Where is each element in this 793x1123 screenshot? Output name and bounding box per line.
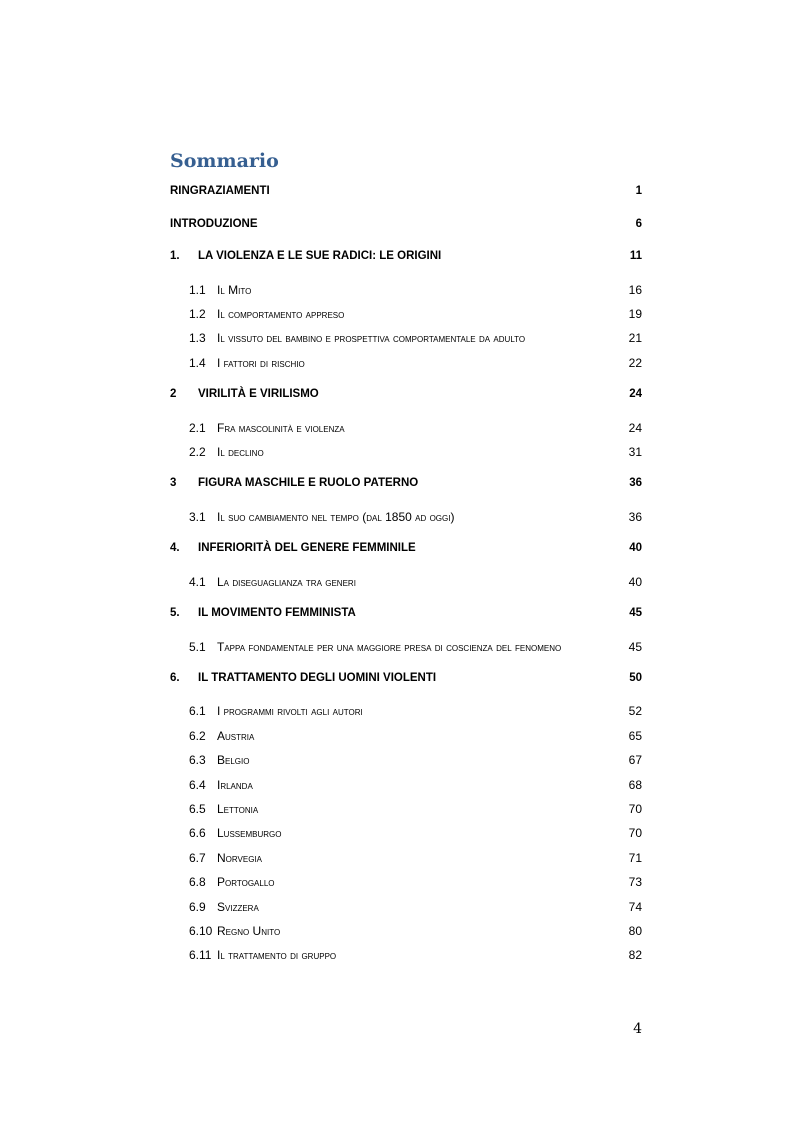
toc-entry-title: Belgio bbox=[217, 753, 250, 767]
toc-entry-page: 52 bbox=[628, 704, 642, 718]
toc-entry-page: 67 bbox=[628, 753, 642, 767]
toc-chapter-row[interactable] bbox=[170, 388, 642, 400]
toc-entry-number: 6.1 bbox=[189, 704, 206, 718]
toc-entry-page: 68 bbox=[628, 778, 642, 792]
toc-entry-page: 40 bbox=[628, 575, 642, 589]
toc-entry-page: 70 bbox=[628, 802, 642, 816]
toc-section-row[interactable] bbox=[170, 283, 642, 297]
toc-chapter-row[interactable] bbox=[170, 250, 642, 262]
toc-section-row[interactable] bbox=[170, 900, 642, 914]
toc-entry-number: 6.11 bbox=[189, 948, 212, 962]
toc-entry-number: 5.1 bbox=[189, 640, 206, 654]
toc-section-row[interactable] bbox=[170, 510, 642, 524]
toc-entry-title: Portogallo bbox=[217, 875, 275, 889]
toc-entry-number: 5. bbox=[170, 607, 180, 619]
toc-entry-number: 6.3 bbox=[189, 753, 206, 767]
toc-section-row[interactable] bbox=[170, 307, 642, 321]
toc-entry-title: Lussemburgo bbox=[217, 826, 282, 840]
toc-entry-title: Irlanda bbox=[217, 778, 253, 792]
toc-section-row[interactable] bbox=[170, 778, 642, 792]
toc-entry-number: 4. bbox=[170, 542, 180, 554]
toc-entry-page: 74 bbox=[628, 900, 642, 914]
toc-entry-title: IL MOVIMENTO FEMMINISTA bbox=[198, 607, 356, 619]
toc-chapter-row[interactable] bbox=[170, 185, 642, 197]
table-of-contents bbox=[170, 0, 642, 1123]
toc-entry-title: Austria bbox=[217, 729, 255, 743]
toc-entry-number: 6.7 bbox=[189, 851, 206, 865]
toc-entry-page: 1 bbox=[635, 185, 642, 197]
toc-entry-title: Tappa fondamentale per una maggiore presa di coscienza del fenomeno bbox=[217, 640, 562, 654]
toc-entry-title: INFERIORITÀ DEL GENERE FEMMINILE bbox=[198, 542, 416, 554]
toc-entry-number: 3 bbox=[170, 477, 177, 489]
toc-entry-page: 73 bbox=[628, 875, 642, 889]
toc-entry-number: 3.1 bbox=[189, 510, 206, 524]
toc-chapter-row[interactable] bbox=[170, 218, 642, 230]
toc-entry-page: 19 bbox=[628, 307, 642, 321]
toc-entry-page: 82 bbox=[628, 948, 642, 962]
toc-section-row[interactable] bbox=[170, 851, 642, 865]
toc-section-row[interactable] bbox=[170, 875, 642, 889]
toc-entry-title: Regno Unito bbox=[217, 924, 281, 938]
toc-entry-number: 1.3 bbox=[189, 331, 206, 345]
page-title: Sommario bbox=[170, 150, 279, 172]
toc-section-row[interactable] bbox=[170, 445, 642, 459]
toc-section-row[interactable] bbox=[170, 575, 642, 589]
toc-entry-page: 45 bbox=[629, 607, 642, 619]
toc-entry-title: Il vissuto del bambino e prospettiva comportamentale da adulto bbox=[217, 331, 526, 345]
toc-entry-page: 80 bbox=[628, 924, 642, 938]
toc-entry-page: 16 bbox=[628, 283, 642, 297]
toc-section-row[interactable] bbox=[170, 356, 642, 370]
toc-entry-page: 71 bbox=[628, 851, 642, 865]
toc-entry-page: 22 bbox=[628, 356, 642, 370]
toc-entry-title: La diseguaglianza tra generi bbox=[217, 575, 356, 589]
toc-entry-number: 6.8 bbox=[189, 875, 206, 889]
toc-entry-number: 6. bbox=[170, 672, 180, 684]
toc-section-row[interactable] bbox=[170, 948, 642, 962]
toc-entry-title: Lettonia bbox=[217, 802, 259, 816]
toc-section-row[interactable] bbox=[170, 729, 642, 743]
toc-entry-title: Norvegia bbox=[217, 851, 262, 865]
toc-section-row[interactable] bbox=[170, 331, 642, 345]
toc-chapter-row[interactable] bbox=[170, 477, 642, 489]
toc-entry-title: Il Mito bbox=[217, 283, 252, 297]
toc-entry-page: 45 bbox=[628, 640, 642, 654]
toc-section-row[interactable] bbox=[170, 924, 642, 938]
toc-entry-title: Il comportamento appreso bbox=[217, 307, 345, 321]
toc-section-row[interactable] bbox=[170, 640, 642, 654]
toc-entry-page: 70 bbox=[628, 826, 642, 840]
toc-entry-page: 21 bbox=[628, 331, 642, 345]
toc-entry-number: 6.10 bbox=[189, 924, 213, 938]
toc-entry-title: IL TRATTAMENTO DEGLI UOMINI VIOLENTI bbox=[198, 672, 437, 684]
toc-entry-number: 6.2 bbox=[189, 729, 206, 743]
toc-entry-title: Il trattamento di gruppo bbox=[217, 948, 337, 962]
toc-entry-title: VIRILITÀ E VIRILISMO bbox=[198, 388, 319, 400]
toc-entry-number: 1.4 bbox=[189, 356, 206, 370]
toc-entry-page: 24 bbox=[628, 421, 642, 435]
toc-entry-number: 2.2 bbox=[189, 445, 206, 459]
toc-entry-page: 24 bbox=[629, 388, 642, 400]
toc-entry-page: 11 bbox=[629, 250, 642, 262]
toc-entry-page: 6 bbox=[635, 218, 642, 230]
toc-chapter-row[interactable] bbox=[170, 672, 642, 684]
toc-entry-number: 6.9 bbox=[189, 900, 206, 914]
toc-entry-title: I programmi rivolti agli autori bbox=[217, 704, 363, 718]
toc-entry-title: I fattori di rischio bbox=[217, 356, 305, 370]
toc-entry-title: Svizzera bbox=[217, 900, 259, 914]
toc-entry-page: 65 bbox=[628, 729, 642, 743]
toc-entry-page: 36 bbox=[628, 510, 642, 524]
toc-entry-number: 2 bbox=[170, 388, 177, 400]
toc-entry-title: Il suo cambiamento nel tempo (dal 1850 ad oggi) bbox=[217, 510, 455, 524]
toc-chapter-row[interactable] bbox=[170, 607, 642, 619]
toc-section-row[interactable] bbox=[170, 704, 642, 718]
toc-entry-title: FIGURA MASCHILE E RUOLO PATERNO bbox=[198, 477, 419, 489]
toc-entry-page: 31 bbox=[628, 445, 642, 459]
toc-entry-number: 1.2 bbox=[189, 307, 206, 321]
toc-entry-title: Fra mascolinità e violenza bbox=[217, 421, 345, 435]
page-number: 4 bbox=[633, 1021, 642, 1037]
toc-entry-page: 50 bbox=[629, 672, 642, 684]
toc-entry-number: 2.1 bbox=[189, 421, 206, 435]
toc-section-row[interactable] bbox=[170, 826, 642, 840]
toc-entry-title: Il declino bbox=[217, 445, 264, 459]
toc-entry-number: 1.1 bbox=[189, 283, 206, 297]
toc-entry-number: 6.6 bbox=[189, 826, 206, 840]
toc-entry-number: 6.5 bbox=[189, 802, 206, 816]
toc-entry-page: 36 bbox=[629, 477, 642, 489]
toc-entry-number: 6.4 bbox=[189, 778, 206, 792]
toc-entry-title: INTRODUZIONE bbox=[170, 218, 258, 230]
toc-entry-title: LA VIOLENZA E LE SUE RADICI: LE ORIGINI bbox=[198, 250, 442, 262]
toc-chapter-row[interactable] bbox=[170, 542, 642, 554]
toc-section-row[interactable] bbox=[170, 753, 642, 767]
toc-entry-page: 40 bbox=[629, 542, 642, 554]
toc-entry-title: RINGRAZIAMENTI bbox=[170, 185, 270, 197]
toc-section-row[interactable] bbox=[170, 802, 642, 816]
toc-entry-number: 4.1 bbox=[189, 575, 206, 589]
toc-section-row[interactable] bbox=[170, 421, 642, 435]
toc-entry-number: 1. bbox=[170, 250, 180, 262]
